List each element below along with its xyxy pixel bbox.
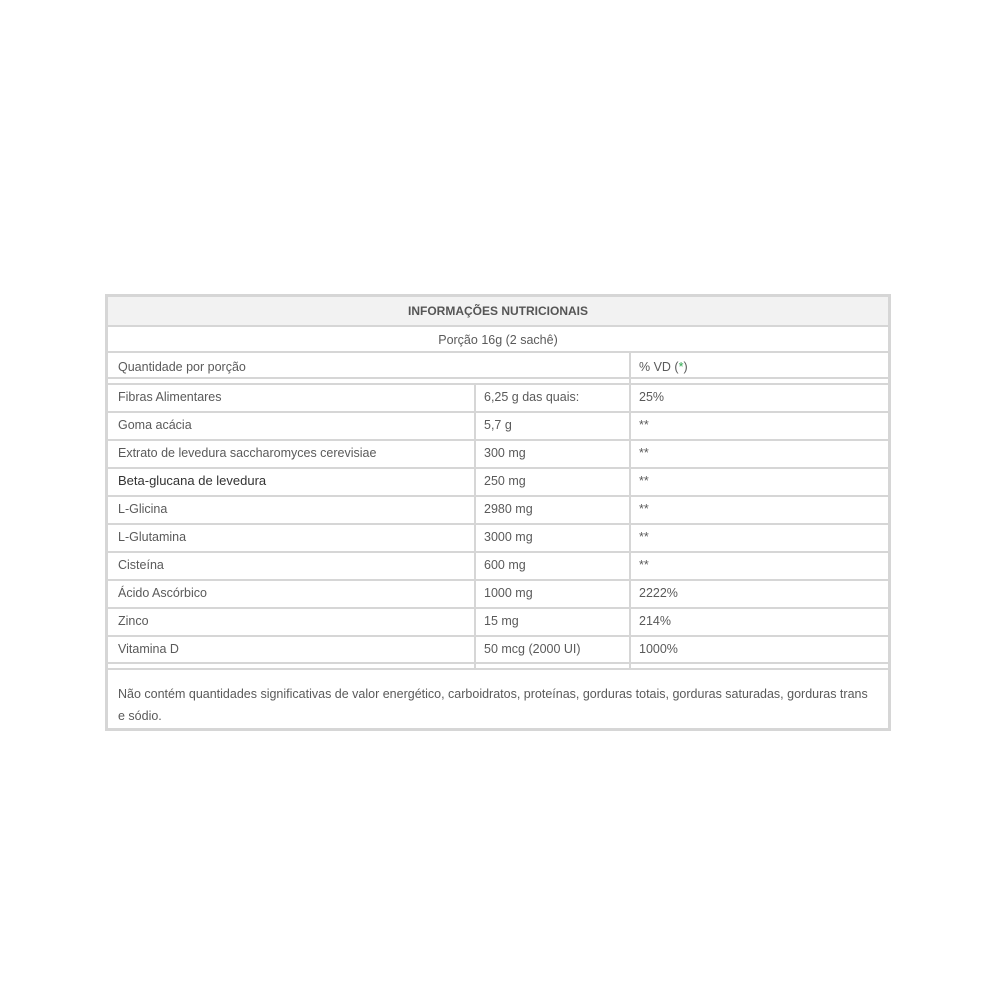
- table-row: [108, 383, 888, 411]
- nutrient-amount: 1000 mg: [484, 586, 533, 600]
- nutrient-name: Fibras Alimentares: [118, 390, 222, 404]
- nutrient-vd: **: [639, 530, 649, 544]
- table-row: [108, 635, 888, 663]
- nutrient-amount: 50 mcg (2000 UI): [484, 642, 581, 656]
- table-row: [108, 607, 888, 635]
- nutrient-amount: 15 mg: [484, 614, 519, 628]
- table-row: [108, 523, 888, 551]
- vd-star: *: [678, 360, 684, 374]
- table-row: [108, 579, 888, 607]
- table-row: [108, 439, 888, 467]
- nutrition-table: [105, 294, 891, 731]
- nutrient-amount: 300 mg: [484, 446, 526, 460]
- nutrient-name: Cisteína: [118, 558, 164, 572]
- column-divider: [629, 351, 631, 668]
- quantity-header: Quantidade por porção: [118, 360, 246, 374]
- nutrient-vd: **: [639, 502, 649, 516]
- divider: [108, 662, 888, 664]
- vd-header: % VD (*): [639, 360, 688, 374]
- nutrient-amount: 5,7 g: [484, 418, 512, 432]
- nutrient-amount: 3000 mg: [484, 530, 533, 544]
- table-row: [108, 467, 888, 495]
- table-title: INFORMAÇÕES NUTRICIONAIS: [108, 297, 888, 325]
- nutrient-vd: **: [639, 418, 649, 432]
- table-row: [108, 551, 888, 579]
- nutrient-amount: 2980 mg: [484, 502, 533, 516]
- nutrient-vd: **: [639, 474, 649, 488]
- nutrient-vd: **: [639, 446, 649, 460]
- nutrient-amount: 6,25 g das quais:: [484, 390, 580, 404]
- table-row: [108, 495, 888, 523]
- divider: [108, 325, 888, 327]
- nutrient-amount: 600 mg: [484, 558, 526, 572]
- nutrient-name: L-Glicina: [118, 502, 168, 516]
- nutrient-amount: 250 mg: [484, 474, 526, 488]
- nutrient-name: Ácido Ascórbico: [118, 586, 207, 600]
- nutrient-vd: **: [639, 558, 649, 572]
- table-row: [108, 411, 888, 439]
- divider: [108, 351, 888, 353]
- portion-label: Porção 16g (2 sachê): [438, 333, 558, 347]
- footnote: Não contém quantidades significativas de valor energético, carboidratos, proteínas, gorduras totais, gorduras saturadas, gorduras trans e sódio.: [118, 687, 868, 723]
- nutrient-vd: 214%: [639, 614, 671, 628]
- nutrient-name: Extrato de levedura saccharomyces cerevisiae: [118, 446, 377, 460]
- column-divider: [474, 383, 476, 668]
- nutrient-vd: 1000%: [639, 642, 678, 656]
- nutrient-name: L-Glutamina: [118, 530, 187, 544]
- divider: [108, 668, 888, 670]
- divider: [108, 377, 888, 379]
- nutrient-name: Zinco: [118, 614, 149, 628]
- nutrient-name: Vitamina D: [118, 642, 179, 656]
- nutrient-name: Goma acácia: [118, 418, 192, 432]
- nutrient-vd: 2222%: [639, 586, 678, 600]
- nutrient-name: Beta-glucana de levedura: [118, 473, 267, 488]
- nutrient-vd: 25%: [639, 390, 665, 404]
